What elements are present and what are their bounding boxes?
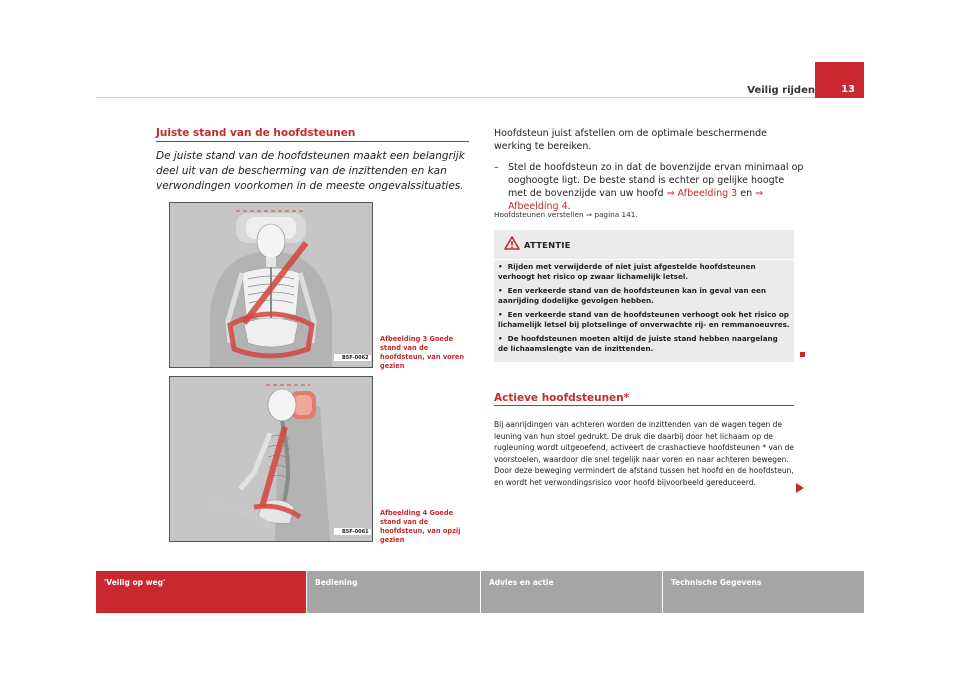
footer-tab-label: 'Veilig op weg' bbox=[104, 578, 166, 587]
section-heading-active-head-restraints: Actieve hoofdsteunen* bbox=[494, 392, 630, 404]
step-text-part: en bbox=[737, 188, 756, 199]
section-heading-rule bbox=[494, 405, 794, 406]
warning-item-text: Een verkeerde stand van de hoofdsteunen kan in geval van een aanrijding dodelijke gevolgen hebben. bbox=[498, 286, 766, 305]
step-dash: – bbox=[494, 162, 499, 173]
footer-tab-label: Bediening bbox=[315, 578, 358, 587]
section-end-marker bbox=[800, 352, 805, 357]
continue-arrow-icon bbox=[796, 483, 804, 493]
step-text-part: . bbox=[567, 201, 571, 212]
warning-triangle-icon bbox=[504, 236, 520, 250]
warning-item-text: Rijden met verwijderde of niet juist afgestelde hoofdsteunen verhoogt het risico op zwaar lichamelijk letsel. bbox=[498, 262, 756, 281]
footer-tab-label: Technische Gegevens bbox=[671, 578, 762, 587]
cross-reference[interactable]: Hoofdsteunen verstellen ⇒ pagina 141. bbox=[494, 210, 638, 219]
step-text bbox=[508, 161, 804, 213]
warning-item: • De hoofdsteunen moeten altijd de juiste stand hebben naargelang de lichaamslengte van de inzittenden. bbox=[498, 334, 778, 353]
footer-tab-technische-gegevens[interactable] bbox=[663, 571, 864, 613]
footer-tab-bediening[interactable] bbox=[307, 571, 480, 613]
figure-side-view bbox=[169, 376, 373, 542]
warning-item: • Een verkeerde stand van de hoofdsteunen verhoogt ook het risico op lichamelijk letsel bij plotselinge of onverwachte rij- en remmanoeuvres. bbox=[498, 310, 790, 329]
figure-code: B5F-0061 bbox=[342, 529, 369, 535]
figure-caption: Afbeelding 4 Goede stand van de hoofdsteun, van opzij gezien bbox=[380, 509, 461, 544]
warning-header bbox=[494, 230, 794, 260]
step-text-part: Stel de hoofdsteun zo in dat de bovenzijde ervan minimaal op ooghoogte ligt. De beste stand is echter op gelijke hoogte met de bovenzijde van uw hoofd bbox=[508, 162, 804, 199]
section-heading-head-restraints: Juiste stand van de hoofdsteunen bbox=[156, 127, 356, 139]
warning-box bbox=[494, 230, 794, 362]
section-heading-rule bbox=[156, 141, 469, 142]
running-header: Veilig rijden bbox=[747, 85, 815, 96]
instruction-paragraph: Hoofdsteun juist afstellen om de optimale beschermende werking te bereiken. bbox=[494, 128, 767, 152]
warning-title: ATTENTIE bbox=[524, 240, 571, 250]
warning-item-text: Een verkeerde stand van de hoofdsteunen verhoogt ook het risico op lichamelijk letsel bij plotselinge of onverwachte rij- en remmanoeuvres. bbox=[498, 310, 790, 329]
skeleton-front-illustration bbox=[170, 203, 372, 367]
footer-navigation bbox=[96, 571, 864, 613]
footer-tab-veilig-op-weg[interactable] bbox=[96, 571, 306, 613]
figure-3-link[interactable]: ⇒ Afbeelding 3 bbox=[666, 188, 738, 199]
figure-caption: Afbeelding 3 Goede stand van de hoofdsteun, van voren gezien bbox=[380, 335, 465, 370]
warning-item: • Rijden met verwijderde of niet juist afgestelde hoofdsteunen verhoogt het risico op zwaar lichamelijk letsel. bbox=[498, 262, 756, 281]
footer-tab-advies-en-actie[interactable] bbox=[481, 571, 662, 613]
active-head-restraints-paragraph: Bij aanrijdingen van achteren worden de inzittenden van de wagen tegen de leuning van hun stoel gedrukt. De druk die daarbij door het lichaam op de rugleuning wordt uitgeoefend, activeert de crashactieve hoofdsteunen * van de voorstoelen, waardoor die snel tegelijk naar voren en naar achteren bewegen. Door deze beweging vermindert de afstand tussen het hoofd en de hoofdsteun, en wordt het verwondingsrisico voor hoofd bijvoorbeeld gereduceerd. bbox=[494, 420, 795, 487]
page-number: 13 bbox=[841, 84, 855, 95]
warning-item-text: De hoofdsteunen moeten altijd de juiste stand hebben naargelang de lichaamslengte van de inzittenden. bbox=[498, 334, 778, 353]
figure-4-link[interactable]: ⇒ Afbeelding 4 bbox=[508, 188, 764, 212]
figure-front-view bbox=[169, 202, 373, 368]
footer-tab-label: Advies en actie bbox=[489, 578, 554, 587]
figure-code: B5F-0062 bbox=[342, 355, 369, 361]
intro-paragraph: De juiste stand van de hoofdsteunen maakt een belangrijk deel uit van de bescherming van de inzittenden en kan verwondingen voorkomen in de meeste ongevalssituaties. bbox=[156, 150, 465, 192]
warning-item: • Een verkeerde stand van de hoofdsteunen kan in geval van een aanrijding dodelijke gevolgen hebben. bbox=[498, 286, 766, 305]
header-rule bbox=[96, 97, 864, 98]
skeleton-side-illustration bbox=[170, 377, 372, 541]
